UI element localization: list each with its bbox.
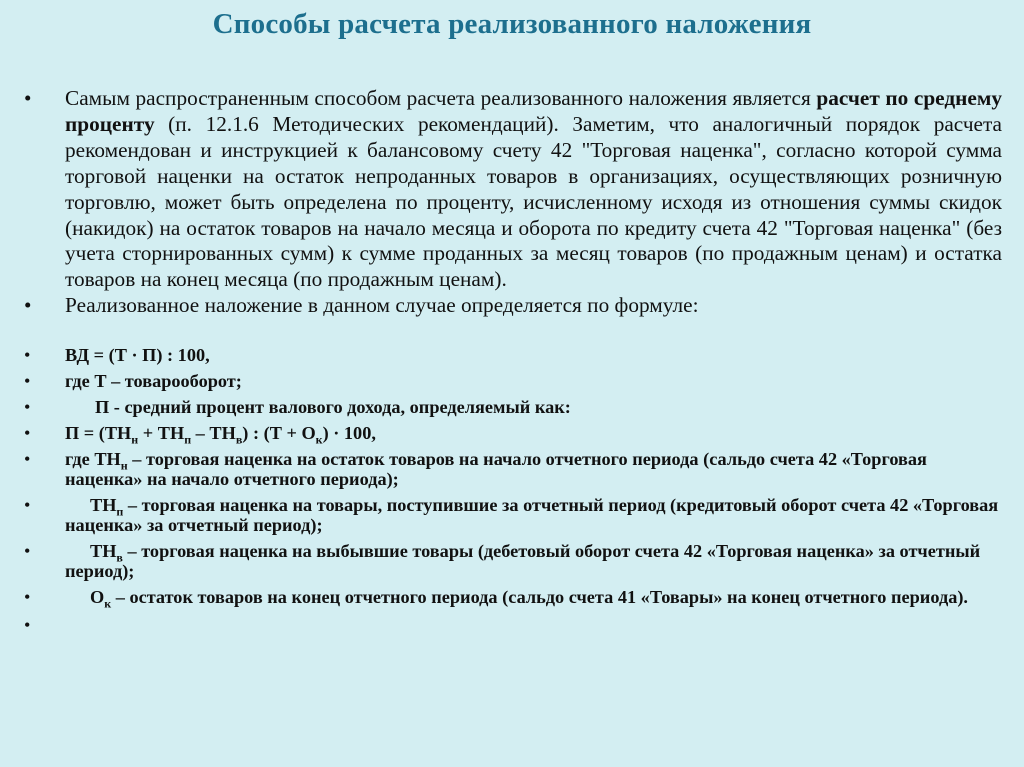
bullet-icon: • xyxy=(24,615,31,636)
formula-text: $ТН_п$ – торговая наценка на товары, поступившие за отчетный период (кредитовый оборот счета 42 «Торговая наценка» за отчетный период); xyxy=(65,495,999,536)
formula-text: $П = (ТН_н + ТН_п - ТН_в)$ : $(Т + О_к) \cdot 100$, xyxy=(65,423,376,447)
formula-line-7 xyxy=(22,541,1002,581)
formula-text: где Т – товарооборот; xyxy=(65,371,242,392)
bullet-icon: • xyxy=(24,423,31,444)
formula-text: ВД = (Т · П) : 100, xyxy=(65,345,210,366)
bullet-icon: • xyxy=(24,587,31,608)
bullet-icon: • xyxy=(24,449,31,470)
bullet-icon: • xyxy=(24,371,31,392)
bullet-icon: • xyxy=(24,541,31,562)
empty-bullet-line xyxy=(22,615,1002,635)
formula-text: $О_к$ – остаток товаров на конец отчетного периода (сальдо счета 41 «Товары» на конец отчетного периода). xyxy=(90,587,968,611)
formula-line-6 xyxy=(22,495,1002,535)
bullet-icon: • xyxy=(24,397,31,418)
formula-line-4 xyxy=(22,423,1002,447)
bullet-icon: • xyxy=(24,345,31,366)
slide-title: Способы расчета реализованного наложения xyxy=(212,8,812,40)
formula-line-1 xyxy=(22,345,1002,365)
paragraph-1-text: Самым распространенным способом расчета реализованного наложения является расчет по среднему проценту (п. 12.1.6 Методических рекомендаций). Заметим, что аналогичный порядок расчета рекомендован и инструкцией к балансовому счету 42 "Торговая наценка", согласно которой сумма торговой наценки на остаток непроданных товаров в организациях, осуществляющих розничную торговлю, может быть определена по проценту, исчисленному исходя из отношения суммы скидок (накидок) на остаток товаров на начало месяца и оборота по кредиту счета 42 "Торговая наценка" (без учета сторнированных сумм) к сумме проданных за месяц товаров (по продажным ценам) и остатка товаров на конец месяца (по продажным ценам). xyxy=(65,86,1002,292)
paragraph-2 xyxy=(22,293,1002,319)
paragraph-2-text: Реализованное наложение в данном случае определяется по формуле: xyxy=(65,293,699,318)
formula-text: где $ТН_н$ – торговая наценка на остаток товаров на начало отчетного периода (сальдо счета 42 «Торговая наценка» на начало отчетного периода); xyxy=(65,449,927,490)
paragraph-1 xyxy=(22,86,1002,293)
bullet-icon: • xyxy=(24,495,31,516)
bullet-icon: • xyxy=(24,293,32,318)
formula-line-8 xyxy=(22,587,1002,611)
bullet-icon: • xyxy=(24,86,32,110)
formula-line-3 xyxy=(22,397,1002,417)
formula-text: П - средний процент валового дохода, определяемый как: xyxy=(95,397,571,418)
emphasis-text: расчет по среднему проценту xyxy=(65,86,1002,136)
slide-body xyxy=(22,86,1002,635)
formula-text: $ТН_в$ – торговая наценка на выбывшие товары (дебетовый оборот счета 42 «Торговая наценка» за отчетный период); xyxy=(65,541,981,582)
formula-line-5 xyxy=(22,449,1002,489)
formula-line-2 xyxy=(22,371,1002,391)
